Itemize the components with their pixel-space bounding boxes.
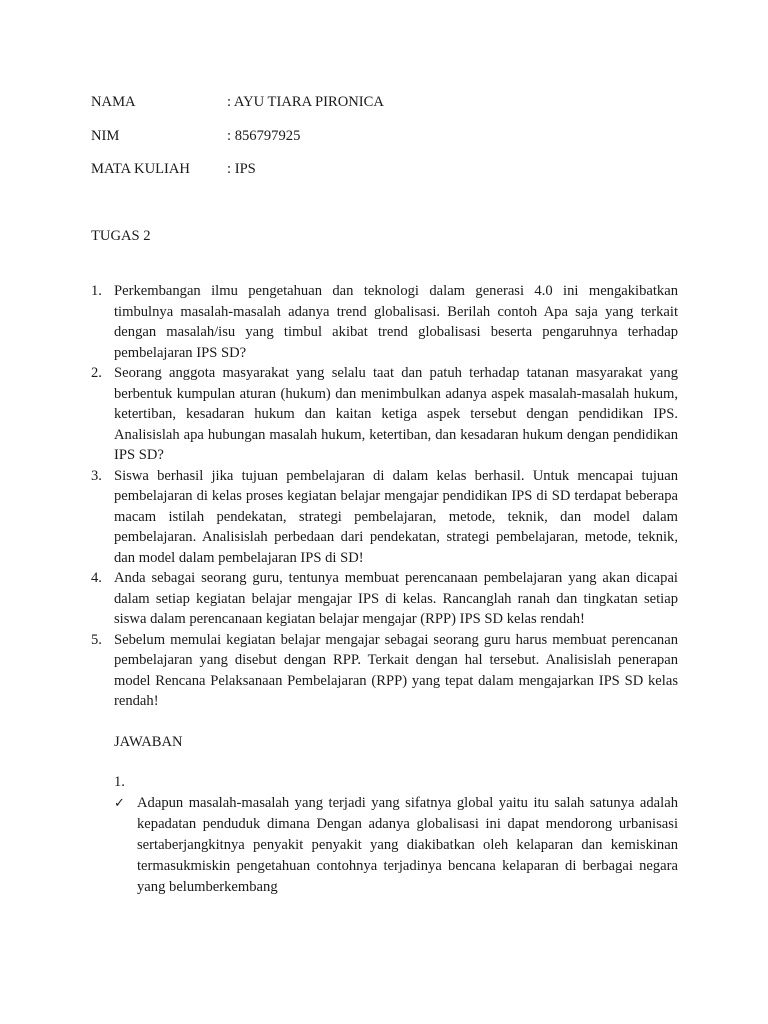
assignment-title: TUGAS 2 — [91, 228, 151, 244]
question-number: 1. — [91, 283, 102, 299]
question-item — [0, 568, 678, 630]
answer-text: Adapun masalah-masalah yang terjadi yang sifatnya global yaitu itu salah satunya adalah kepadatan penduduk dimana Dengan adanya globalisasi ini dapat mendorong urbanisasi sertaberjangkitnya penyakit penyakit yang diakibatkan oleh kelaparan dan kemiskinan termasukmiskin pengetahuan contohnya terjadinya bencana kelaparan di berbagai negara yang belumberkembang — [137, 795, 678, 895]
name-value: : AYU TIARA PIRONICA — [227, 94, 384, 110]
answers-title: JAWABAN — [114, 734, 183, 750]
question-list — [0, 281, 768, 712]
checkmark-icon: ✓ — [114, 796, 125, 811]
question-item — [0, 466, 678, 569]
question-number: 3. — [91, 467, 102, 484]
question-item — [0, 281, 678, 363]
course-value: : IPS — [227, 161, 256, 177]
name-label: NAMA — [91, 94, 136, 110]
question-number: 4. — [91, 570, 102, 586]
question-text: Seorang anggota masyarakat yang selalu taat dan patuh terhadap tatanan masyarakat yang berbentuk kumpulan aturan (hukum) dan menimbulkan adanya aspek masalah-masalah hukum, ketertiban, kesadaran hukum dan kaitan ketiga aspek tersebut dengan pendidikan IPS. Analisislah apa hubungan masalah hukum, ketertiban, dan kesadaran hukum dengan pendidikan IPS SD? — [114, 365, 678, 463]
question-item — [0, 363, 678, 466]
nim-row — [91, 126, 691, 146]
question-item — [0, 630, 678, 712]
nim-value: : 856797925 — [227, 128, 301, 144]
course-label: MATA KULIAH — [91, 161, 190, 177]
question-text: Anda sebagai seorang guru, tentunya membuat perencanaan pembelajaran yang akan dicapai dalam setiap kegiatan belajar mengajar IPS di kelas. Rancanglah ranah dan tingkatan setiap siswa dalam perencanaan kegiatan belajar mengajar (RPP) IPS SD kelas rendah! — [114, 570, 678, 627]
course-row — [91, 159, 691, 179]
question-text: Perkembangan ilmu pengetahuan dan teknologi dalam generasi 4.0 ini mengakibatkan timbulnya masalah-masalah adanya trend globalisasi. Berilah contoh Apa saja yang terkait dengan masalah/isu yang timbul akibat trend globalisasi beserta pengaruhnya terhadap pembelajaran IPS SD? — [114, 283, 678, 361]
question-number: 5. — [91, 631, 102, 648]
nim-label: NIM — [91, 128, 120, 144]
answer-number: 1. — [114, 774, 125, 790]
question-number: 2. — [91, 365, 102, 381]
question-text: Sebelum memulai kegiatan belajar mengajar sebagai seorang guru harus membuat perencanan pembelajaran yang disebut dengan RPP. Terkait dengan hal tersebut. Analisislah penerapan model Rencana Pelaksanaan Pembelajaran (RPP) yang tepat dalam mengajarkan IPS SD kelas rendah! — [114, 631, 678, 709]
question-text: Siswa berhasil jika tujuan pembelajaran di dalam kelas berhasil. Untuk mencapai tujuan pembelajaran di kelas proses kegiatan belajar mengajar pendidikan IPS di SD terdapat beberapa macam istilah pendekatan, strategi pembelajaran, metode, teknik, dan model dalam pembelajaran. Analisislah perbedaan dari pendekatan, strategi pembelajaran, metode, teknik, dan model dalam pembelajaran IPS di SD! — [114, 467, 678, 566]
name-row — [91, 92, 691, 112]
